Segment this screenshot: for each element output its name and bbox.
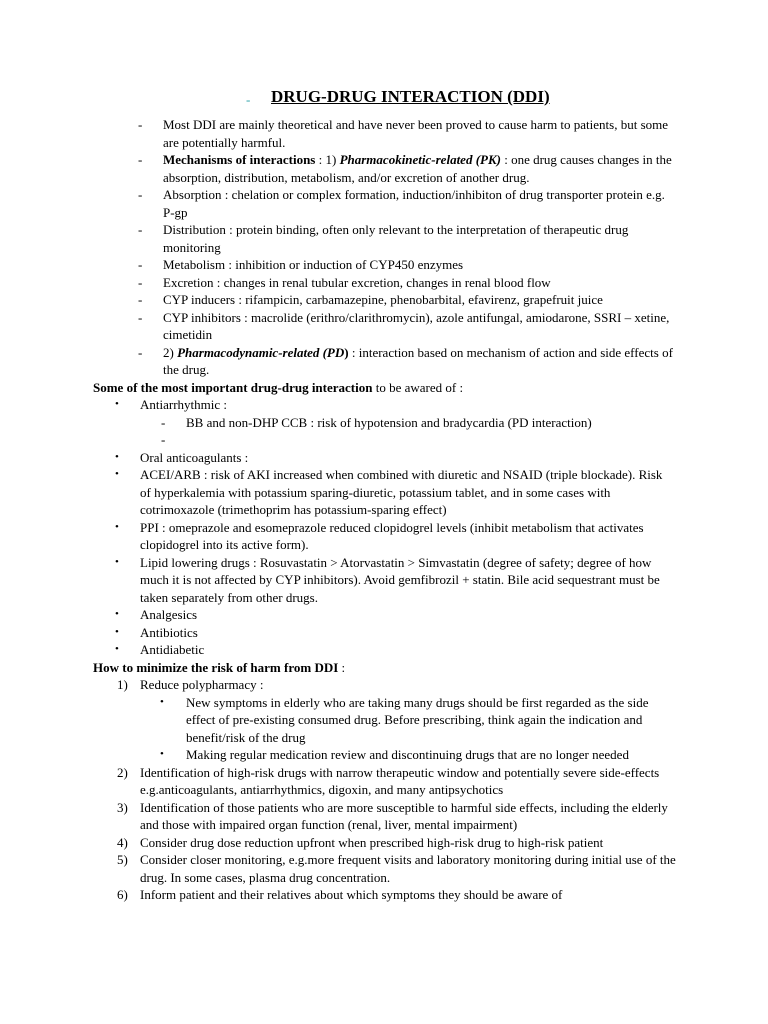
list-item: • Lipid lowering drugs : Rosuvastatin > Atorvastatin > Simvastatin (degree of safety; degree of how much it is not affected by CYP inhibitors). Avoid gemfibrozil + statin. Bile acid sequestrant must be taken separately from other drugs. (115, 554, 660, 605)
numbered-item: 3) Identification of those patients who are more susceptible to harmful side effects, including the elderly and those with impaired organ function (renal, liver, mental impairment) (117, 799, 668, 832)
bullet-marker: • (115, 643, 119, 655)
minimize-risk-heading: How to minimize the risk of harm from DDI : (93, 659, 346, 675)
bullet-marker: • (160, 695, 164, 708)
number-marker: 2) (117, 764, 128, 780)
bullet-marker: • (115, 625, 119, 638)
list-item: - Absorption : chelation or complex formation, induction/inhibiton of drug transporter protein e.g. P-gp (138, 187, 665, 220)
dash-marker: - (138, 222, 143, 237)
intro-list (0, 116, 768, 379)
bullet-marker: • (115, 398, 119, 410)
bullet-marker: • (115, 468, 119, 480)
number-marker: 3) (117, 799, 128, 815)
list-item: - CYP inducers : rifampicin, carbamazepine, phenobarbital, efavirenz, grapefruit juice (138, 292, 603, 307)
dash-marker: - (161, 432, 166, 447)
dash-marker: - (138, 274, 143, 290)
important-interactions-list (0, 396, 768, 659)
numbered-item: 5) Consider closer monitoring, e.g.more frequent visits and laboratory monitoring during initial use of the drug. In some cases, plasma drug concentration. (117, 852, 676, 885)
dash-marker: - (138, 344, 143, 360)
document-body (0, 116, 768, 904)
list-item: - Excretion : changes in renal tubular excretion, changes in renal blood flow (138, 274, 551, 290)
number-marker: 6) (117, 887, 128, 902)
list-item: - CYP inhibitors : macrolide (erithro/clarithromycin), azole antifungal, amiodarone, SSRI – xetine, cimetidin (138, 309, 670, 342)
sub-list-item: - BB and non-DHP CCB : risk of hypotension and bradycardia (PD interaction) (161, 414, 592, 430)
list-item: • Oral anticoagulants : (115, 449, 249, 465)
numbered-item: 2) Identification of high-risk drugs with narrow therapeutic window and potentially severe side-effects e.g.anticoagulants, antiarrhythmics, digoxin, and many antipsychotics (117, 764, 660, 797)
dash-marker: - (138, 257, 143, 272)
dash-marker: - (138, 292, 143, 307)
list-item: - 2) Pharmacodynamic-related (PD) : interaction based on mechanism of action and side effects of the drug. (138, 344, 673, 377)
title-row (0, 88, 768, 110)
dash-marker: - (138, 117, 143, 132)
list-item: - Metabolism : inhibition or induction of CYP450 enzymes (138, 257, 464, 272)
important-interactions-heading: Some of the most important drug-drug interaction to be awared of : (93, 379, 464, 395)
bullet-marker: • (115, 608, 119, 620)
list-item: • Antiarrhythmic : (115, 397, 228, 412)
list-item: - Mechanisms of interactions : 1) Pharmacokinetic-related (PK) : one drug causes changes in the absorption, distribution, metabolism, and/or excretion of another drug. (138, 152, 672, 185)
dash-marker: - (138, 152, 143, 167)
bullet-marker: • (160, 748, 164, 760)
list-item: • PPI : omeprazole and esomeprazole reduced clopidogrel levels (inhibit metabolism that activates clopidogrel into its active form). (115, 519, 644, 552)
number-marker: 4) (117, 834, 128, 850)
numbered-item: 4) Consider drug dose reduction upfront when prescribed high-risk drug to high-risk patient (117, 834, 604, 850)
list-item: - Most DDI are mainly theoretical and have never been proved to cause harm to patients, but some are potentially harmful. (138, 117, 669, 150)
list-item: • Analgesics (115, 607, 198, 622)
sub-list-item: • Making regular medication review and discontinuing drugs that are no longer needed (160, 747, 629, 762)
sub-list-item-empty (0, 431, 768, 449)
bullet-marker: • (115, 450, 119, 463)
list-item: • ACEI/ARB : risk of AKI increased when combined with diuretic and NSAID (triple blockade). Risk of hyperkalemia with potassium sparing-diuretic, potassium tablet, and in some cases with cotrimoxazole (trimethoprim has potassium-sparing effect) (115, 467, 663, 517)
minimize-risk-list (0, 676, 768, 904)
bullet-marker: • (115, 520, 119, 533)
number-marker: 1) (117, 677, 128, 692)
dash-marker: - (161, 414, 166, 430)
dash-marker: - (138, 309, 143, 325)
list-item: • Antidiabetic (115, 642, 205, 657)
list-item: • Antibiotics (115, 624, 198, 640)
list-item: - Distribution : protein binding, often only relevant to the interpretation of therapeutic drug monitoring (138, 222, 629, 255)
document-title: DRUG-DRUG INTERACTION (DDI) (271, 87, 550, 106)
bullet-marker: • (115, 555, 119, 568)
numbered-item: 1) Reduce polypharmacy : (117, 677, 264, 692)
numbered-item: 6) Inform patient and their relatives about which symptoms they should be aware of (117, 887, 563, 902)
dash-marker: - (138, 187, 143, 202)
title-dash-marker: - (246, 92, 251, 107)
sub-list-item: • New symptoms in elderly who are taking many drugs should be first regarded as the side effect of pre-existing consumed drug. Before prescribing, think again the indication and benefit/risk of the drug (160, 694, 649, 745)
number-marker: 5) (117, 852, 128, 867)
